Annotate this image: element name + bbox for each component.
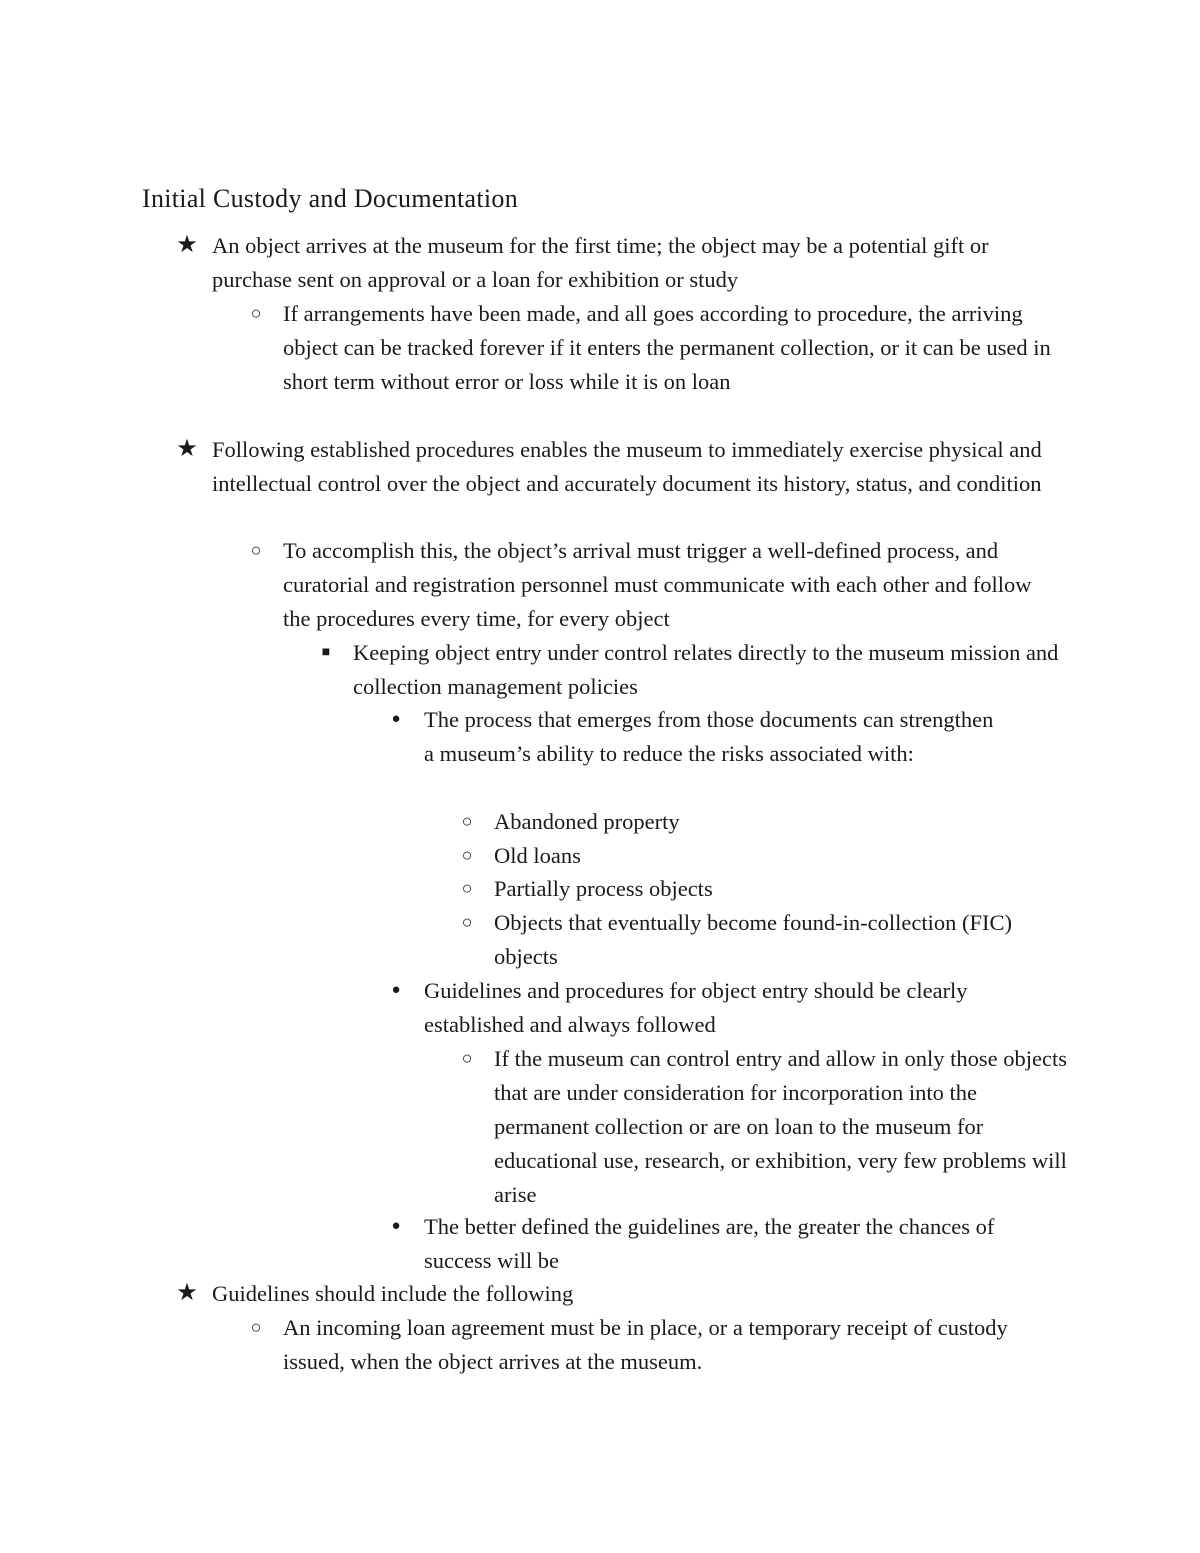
list-item-text: An incoming loan agreement must be in place, or a temporary receipt of custody issued, when the object arrives at the museum. — [283, 1315, 1008, 1374]
circle-bullet-icon: ○ — [461, 845, 473, 865]
circle-bullet-icon: ○ — [250, 1317, 262, 1337]
list-item-level1 — [212, 1277, 1072, 1311]
circle-bullet-icon: ○ — [461, 811, 473, 831]
list-item-text: Objects that eventually become found-in-collection (FIC) objects — [494, 910, 1012, 969]
list-item-level1 — [212, 433, 1072, 501]
dot-bullet-icon: ● — [391, 1218, 401, 1234]
list-item-level2 — [283, 534, 1058, 636]
list-item-text: Following established procedures enables the museum to immediately exercise physical and intellectual control over the object and accurately document its history, status, and condition — [212, 437, 1042, 496]
list-item-text: Abandoned property — [494, 809, 680, 834]
dot-bullet-icon: ● — [391, 982, 401, 998]
list-item-text: The process that emerges from those documents can strengthen a museum’s ability to reduce the risks associated with: — [424, 707, 994, 766]
list-item-level1 — [212, 229, 1072, 297]
list-item-level2 — [283, 297, 1058, 399]
list-item-text: An object arrives at the museum for the first time; the object may be a potential gift or purchase sent on approval or a loan for exhibition or study — [212, 233, 989, 292]
list-item-level5 — [494, 872, 1054, 906]
square-bullet-icon: ■ — [321, 645, 331, 660]
list-item-text: Guidelines should include the following — [212, 1281, 574, 1306]
list-item-level5 — [494, 906, 1039, 974]
list-item-text: Old loans — [494, 843, 581, 868]
document-heading: Initial Custody and Documentation — [142, 184, 519, 213]
list-item-text: If arrangements have been made, and all goes according to procedure, the arriving object can be tracked forever if it enters the permanent collection, or it can be used in short term without error or loss while it is on loan — [283, 301, 1051, 394]
star-bullet-icon: ★ — [176, 232, 198, 258]
star-bullet-icon: ★ — [176, 436, 198, 462]
circle-bullet-icon: ○ — [250, 303, 262, 323]
list-item-level2 — [283, 1311, 1068, 1379]
list-item-text: If the museum can control entry and allow in only those objects that are under consideration for incorporation into the permanent collection or are on loan to the museum for educational use, research, or exhibition, very few problems will arise — [494, 1046, 1067, 1207]
circle-bullet-icon: ○ — [461, 1048, 473, 1068]
list-item-level5 — [494, 839, 1054, 873]
list-item-level4 — [424, 974, 1009, 1042]
circle-bullet-icon: ○ — [461, 878, 473, 898]
list-item-text: Guidelines and procedures for object entry should be clearly established and always followed — [424, 978, 968, 1037]
circle-bullet-icon: ○ — [250, 540, 262, 560]
dot-bullet-icon: ● — [391, 711, 401, 727]
list-item-text: The better defined the guidelines are, the greater the chances of success will be — [424, 1214, 995, 1273]
list-item-level4 — [424, 703, 999, 771]
list-item-text: Keeping object entry under control relates directly to the museum mission and collection management policies — [353, 640, 1059, 699]
list-item-text: To accomplish this, the object’s arrival must trigger a well-defined process, and curatorial and registration personnel must communicate with each other and follow the procedures every time, for every object — [283, 538, 1032, 631]
star-bullet-icon: ★ — [176, 1280, 198, 1306]
circle-bullet-icon: ○ — [461, 912, 473, 932]
list-item-level5 — [494, 805, 1054, 839]
list-item-text: Partially process objects — [494, 876, 713, 901]
list-item-level5 — [494, 1042, 1069, 1212]
list-item-level3 — [353, 636, 1068, 704]
list-item-level4 — [424, 1210, 999, 1278]
